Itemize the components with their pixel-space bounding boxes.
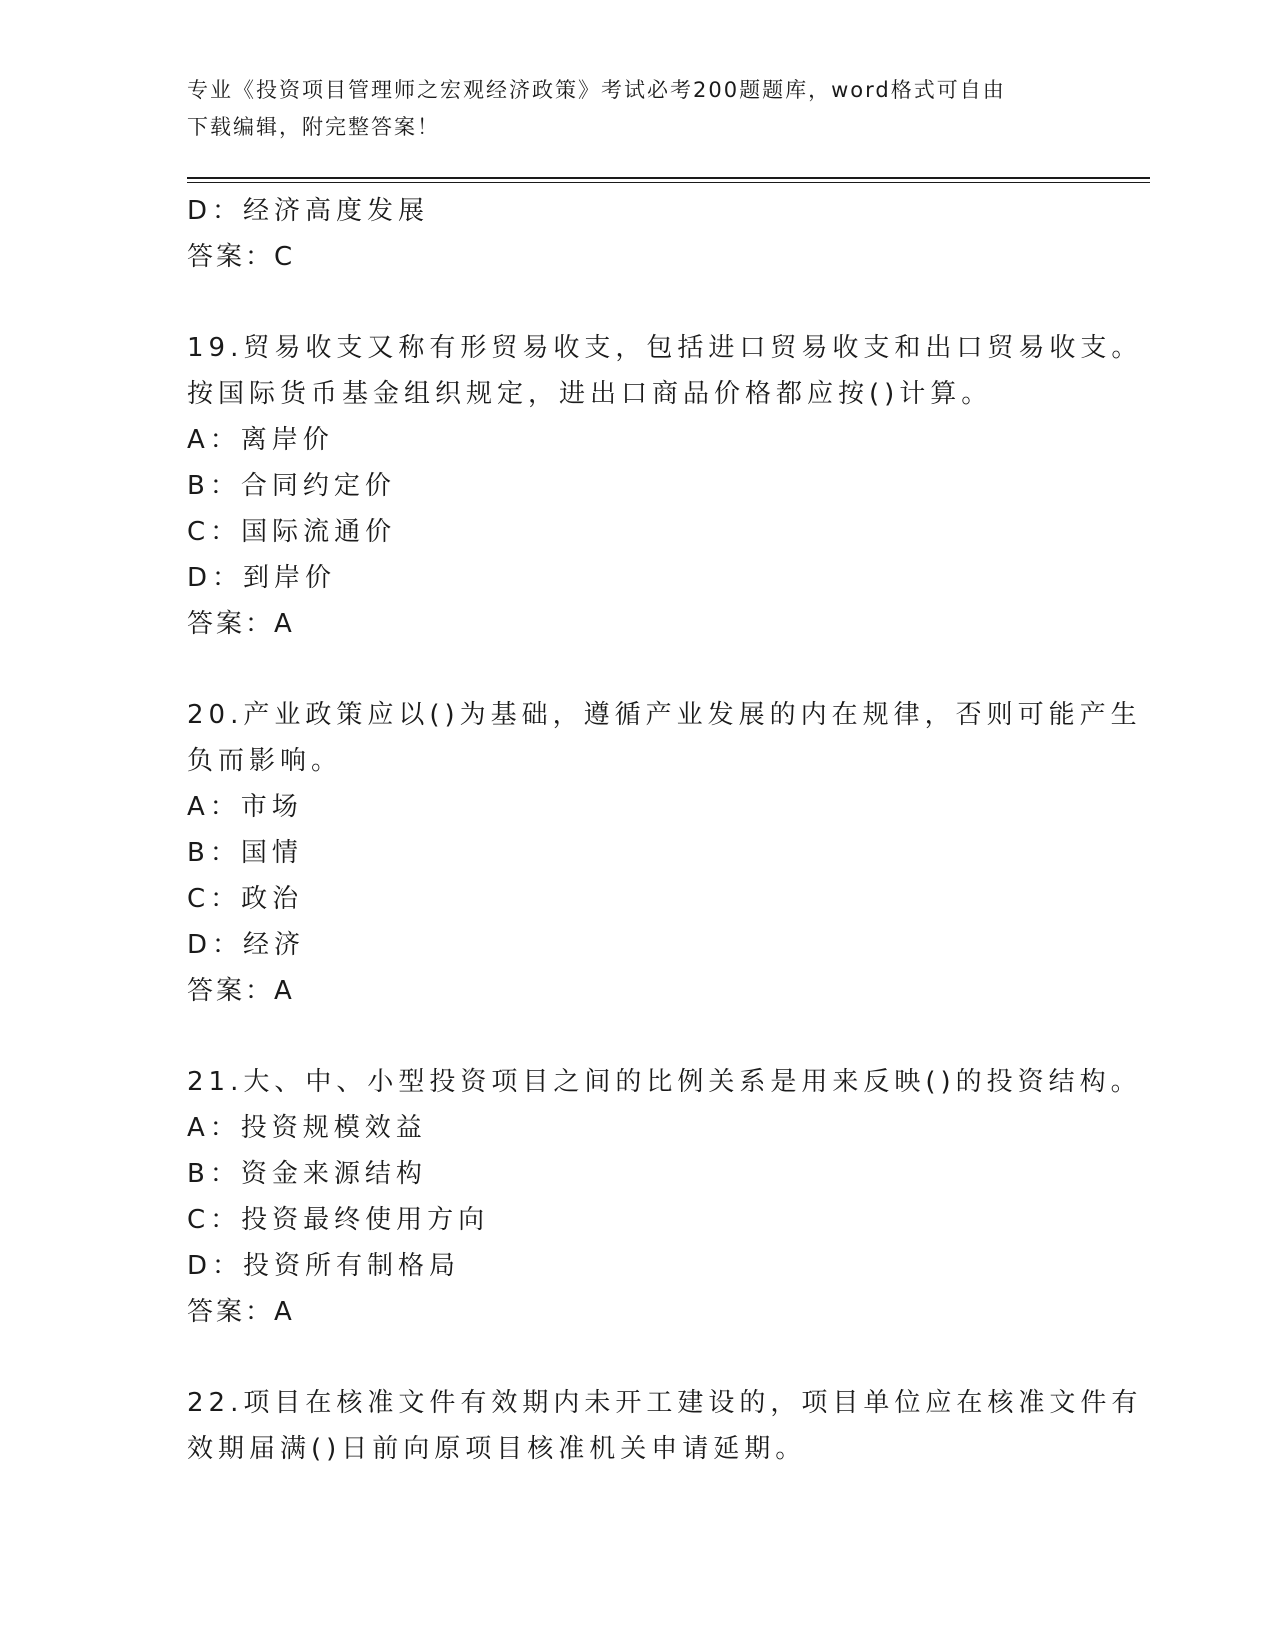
option-d: D：投资所有制格局 [187, 1251, 461, 1281]
header-divider-thick [187, 177, 1150, 179]
question-20 [187, 692, 1142, 1014]
question-stem: 效期届满()日前向原项目核准机关申请延期。 [187, 1434, 807, 1464]
option-a: A：离岸价 [187, 425, 334, 455]
option-c: C：国际流通价 [187, 517, 397, 547]
option-c: C：政治 [187, 884, 304, 914]
question-stem: 按国际货币基金组织规定，进出口商品价格都应按()计算。 [187, 379, 993, 409]
header-divider-thin [187, 182, 1150, 183]
question-stem: 20.产业政策应以()为基础，遵循产业发展的内在规律，否则可能产生 [187, 700, 1142, 730]
option-b: B：国情 [187, 838, 303, 868]
option-b: B：资金来源结构 [187, 1159, 427, 1189]
answer-line: 答案：A [187, 609, 295, 639]
header-line-1: 专业《投资项目管理师之宏观经济政策》考试必考200题题库，word格式可自由 [187, 78, 1006, 102]
answer-line: 答案：A [187, 1297, 295, 1327]
option-a: A：市场 [187, 792, 303, 822]
spacer [187, 280, 1087, 325]
answer-line: 答案：C [187, 242, 296, 272]
option-d: D：经济 [187, 930, 306, 960]
question-stem: 19.贸易收支又称有形贸易收支，包括进口贸易收支和出口贸易收支。 [187, 333, 1143, 363]
option-a: A：投资规模效益 [187, 1113, 427, 1143]
question-stem: 21.大、中、小型投资项目之间的比例关系是用来反映()的投资结构。 [187, 1067, 1142, 1097]
document-body [187, 188, 1143, 1472]
question-stem: 22.项目在核准文件有效期内未开工建设的，项目单位应在核准文件有 [187, 1388, 1143, 1418]
option-d: D：到岸价 [187, 563, 337, 593]
question-21 [187, 1059, 1142, 1335]
document-header [187, 72, 1067, 146]
question-22 [187, 1380, 1143, 1472]
spacer [187, 1335, 1087, 1380]
spacer [187, 647, 1087, 692]
question-18-tail [187, 188, 1087, 280]
spacer [187, 1014, 1087, 1059]
question-19 [187, 325, 1143, 647]
option-b: B：合同约定价 [187, 471, 396, 501]
header-line-2: 下载编辑，附完整答案！ [187, 115, 440, 139]
option-d: D：经济高度发展 [187, 196, 430, 226]
option-c: C：投资最终使用方向 [187, 1205, 490, 1235]
answer-line: 答案：A [187, 976, 295, 1006]
question-stem: 负而影响。 [187, 746, 343, 776]
